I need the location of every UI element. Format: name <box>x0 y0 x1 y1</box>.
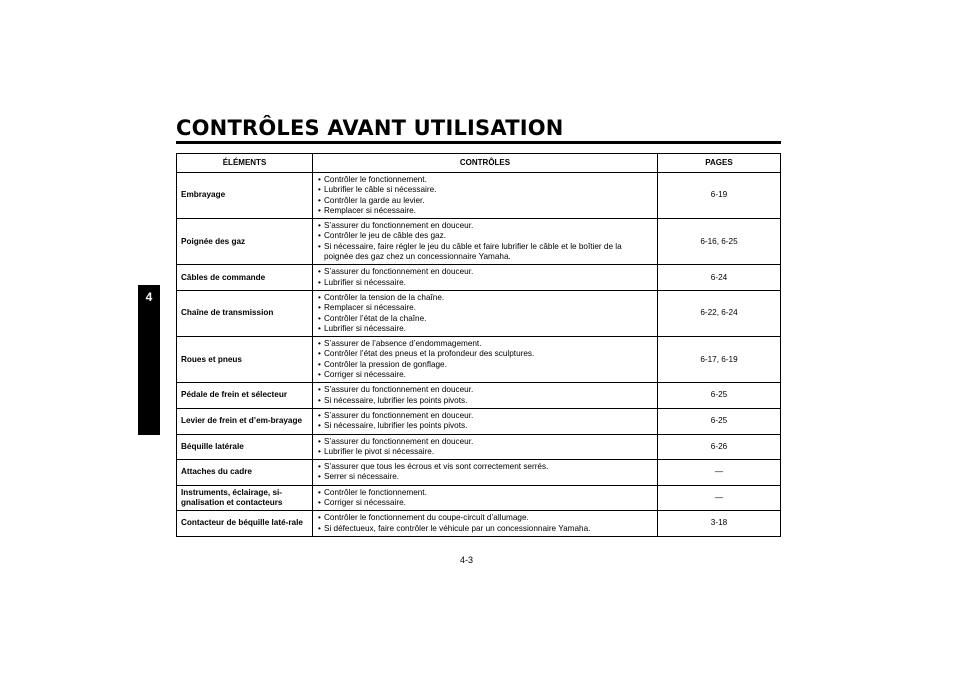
check-item-text: Contrôler la tension de la chaîne. <box>324 292 445 302</box>
check-item-text: Contrôler le fonctionnement. <box>324 175 427 184</box>
check-item <box>317 221 653 231</box>
check-item-text: Contrôler la pression de gonflage. <box>324 359 447 369</box>
element-name: Pédale de frein et sélecteur <box>177 383 313 409</box>
table-header-row <box>177 154 781 173</box>
check-item-text: Serrer si nécessaire. <box>324 472 400 482</box>
check-item <box>317 447 653 457</box>
checks-list <box>317 411 653 432</box>
page-reference: 6-17, 6-19 <box>658 337 781 383</box>
checks-cell <box>313 290 658 336</box>
checks-list <box>317 437 653 458</box>
checks-cell <box>313 219 658 265</box>
check-item <box>317 396 653 406</box>
table-row <box>177 290 781 336</box>
check-item-text: Corriger si nécessaire. <box>324 370 406 380</box>
element-name: Câbles de commande <box>177 265 313 291</box>
check-item <box>317 370 653 380</box>
check-item-text: Remplacer si nécessaire. <box>324 205 416 215</box>
check-item-text: S’assurer que tous les écrous et vis sont correctement serrés. <box>324 462 549 472</box>
table-row <box>177 511 781 537</box>
element-name: Béquille latérale <box>177 434 313 460</box>
chapter-tab <box>138 285 160 435</box>
check-item <box>317 175 653 185</box>
check-item <box>317 303 653 313</box>
check-item-text: Remplacer si nécessaire. <box>324 303 416 313</box>
checks-cell <box>313 337 658 383</box>
element-name: Levier de frein et d’em-brayage <box>177 408 313 434</box>
table-row <box>177 265 781 291</box>
column-header-checks: CONTRÔLES <box>313 154 658 173</box>
element-name: Contacteur de béquille laté-rale <box>177 511 313 537</box>
check-item-text: Contrôler l’état de la chaîne. <box>324 313 427 323</box>
check-item <box>317 385 653 395</box>
check-item-text: S’assurer du fonctionnement en douceur. <box>324 221 474 231</box>
element-name: Embrayage <box>177 173 313 219</box>
column-header-pages: PAGES <box>658 154 781 173</box>
check-item <box>317 231 653 241</box>
element-name: Instruments, éclairage, si-gnalisation et contacteurs <box>177 485 313 511</box>
check-item <box>317 360 653 370</box>
check-item <box>317 488 653 498</box>
page-reference: 6-25 <box>658 408 781 434</box>
page-title: CONTRÔLES AVANT UTILISATION <box>176 116 564 140</box>
check-item <box>317 498 653 508</box>
checks-cell <box>313 511 658 537</box>
page-reference: — <box>658 460 781 486</box>
page-number: 4-3 <box>460 555 474 565</box>
table-row <box>177 460 781 486</box>
table-row <box>177 383 781 409</box>
checks-cell <box>313 434 658 460</box>
check-item <box>317 278 653 288</box>
check-item-text: Contrôler l’état des pneus et la profondeur des sculptures. <box>324 349 535 359</box>
element-name: Poignée des gaz <box>177 219 313 265</box>
check-item-text: S’assurer du fonctionnement en douceur. <box>324 436 474 446</box>
check-item <box>317 462 653 472</box>
check-item <box>317 411 653 421</box>
checks-cell <box>313 383 658 409</box>
table-row <box>177 337 781 383</box>
page-reference: 6-22, 6-24 <box>658 290 781 336</box>
check-item <box>317 339 653 349</box>
inspection-table <box>176 153 781 537</box>
element-name: Attaches du cadre <box>177 460 313 486</box>
check-item <box>317 314 653 324</box>
table-row <box>177 173 781 219</box>
page-reference: 6-24 <box>658 265 781 291</box>
check-item <box>317 242 653 263</box>
table-row <box>177 408 781 434</box>
page-reference: — <box>658 485 781 511</box>
check-item-text: S’assurer du fonctionnement en douceur. <box>324 410 474 420</box>
checks-list <box>317 488 653 509</box>
check-item-text: Contrôler le fonctionnement du coupe-circuit d’allumage. <box>324 513 529 523</box>
checks-list <box>317 513 653 534</box>
page-reference: 6-16, 6-25 <box>658 219 781 265</box>
check-item <box>317 421 653 431</box>
check-item-text: Contrôler le fonctionnement. <box>324 487 427 497</box>
check-item-text: S’assurer du fonctionnement en douceur. <box>324 267 474 277</box>
checks-cell <box>313 265 658 291</box>
checks-list <box>317 293 653 334</box>
check-item <box>317 267 653 277</box>
check-item <box>317 349 653 359</box>
check-item-text: S’assurer du fonctionnement en douceur. <box>324 385 474 395</box>
check-item <box>317 324 653 334</box>
checks-cell <box>313 408 658 434</box>
element-name: Roues et pneus <box>177 337 313 383</box>
check-item-text: Lubrifier si nécessaire. <box>324 323 406 333</box>
check-item-text: Si nécessaire, lubrifier les points pivots. <box>324 395 468 405</box>
checks-list <box>317 267 653 288</box>
check-item <box>317 437 653 447</box>
checks-cell <box>313 173 658 219</box>
check-item <box>317 472 653 482</box>
page-reference: 6-19 <box>658 173 781 219</box>
check-item-text: Contrôler le jeu de câble des gaz. <box>324 231 446 241</box>
check-item-text: Lubrifier si nécessaire. <box>324 277 406 287</box>
checks-list <box>317 221 653 262</box>
check-item <box>317 185 653 195</box>
check-item-text: S’assurer de l’absence d’endommagement. <box>324 339 482 349</box>
check-item-text: Lubrifier le pivot si nécessaire. <box>324 446 435 456</box>
column-header-elements: ÉLÉMENTS <box>177 154 313 173</box>
element-name: Chaîne de transmission <box>177 290 313 336</box>
table-row <box>177 219 781 265</box>
checks-cell <box>313 460 658 486</box>
check-item <box>317 196 653 206</box>
checks-list <box>317 385 653 406</box>
check-item-text: Si nécessaire, lubrifier les points pivots. <box>324 421 468 431</box>
check-item <box>317 513 653 523</box>
check-item-text: Contrôler la garde au levier. <box>324 195 425 205</box>
checks-list <box>317 175 653 216</box>
check-item-text: Corriger si nécessaire. <box>324 498 406 508</box>
table-row <box>177 434 781 460</box>
check-item <box>317 293 653 303</box>
checks-list <box>317 462 653 483</box>
page-reference: 3-18 <box>658 511 781 537</box>
checks-list <box>317 339 653 380</box>
page-reference: 6-26 <box>658 434 781 460</box>
title-underline <box>176 141 781 144</box>
checks-cell <box>313 485 658 511</box>
check-item-text: Lubrifier le câble si nécessaire. <box>324 185 437 195</box>
table-row <box>177 485 781 511</box>
check-item-text: Si nécessaire, faire régler le jeu du câble et faire lubrifier le câble et le boîtier de la poignée des gaz chez un concessionnaire Yamaha. <box>324 241 622 262</box>
check-item-text: Si défectueux, faire contrôler le véhicule par un concessionnaire Yamaha. <box>324 523 591 533</box>
page-reference: 6-25 <box>658 383 781 409</box>
check-item <box>317 206 653 216</box>
chapter-tab-label: 4 <box>145 290 153 304</box>
check-item <box>317 524 653 534</box>
